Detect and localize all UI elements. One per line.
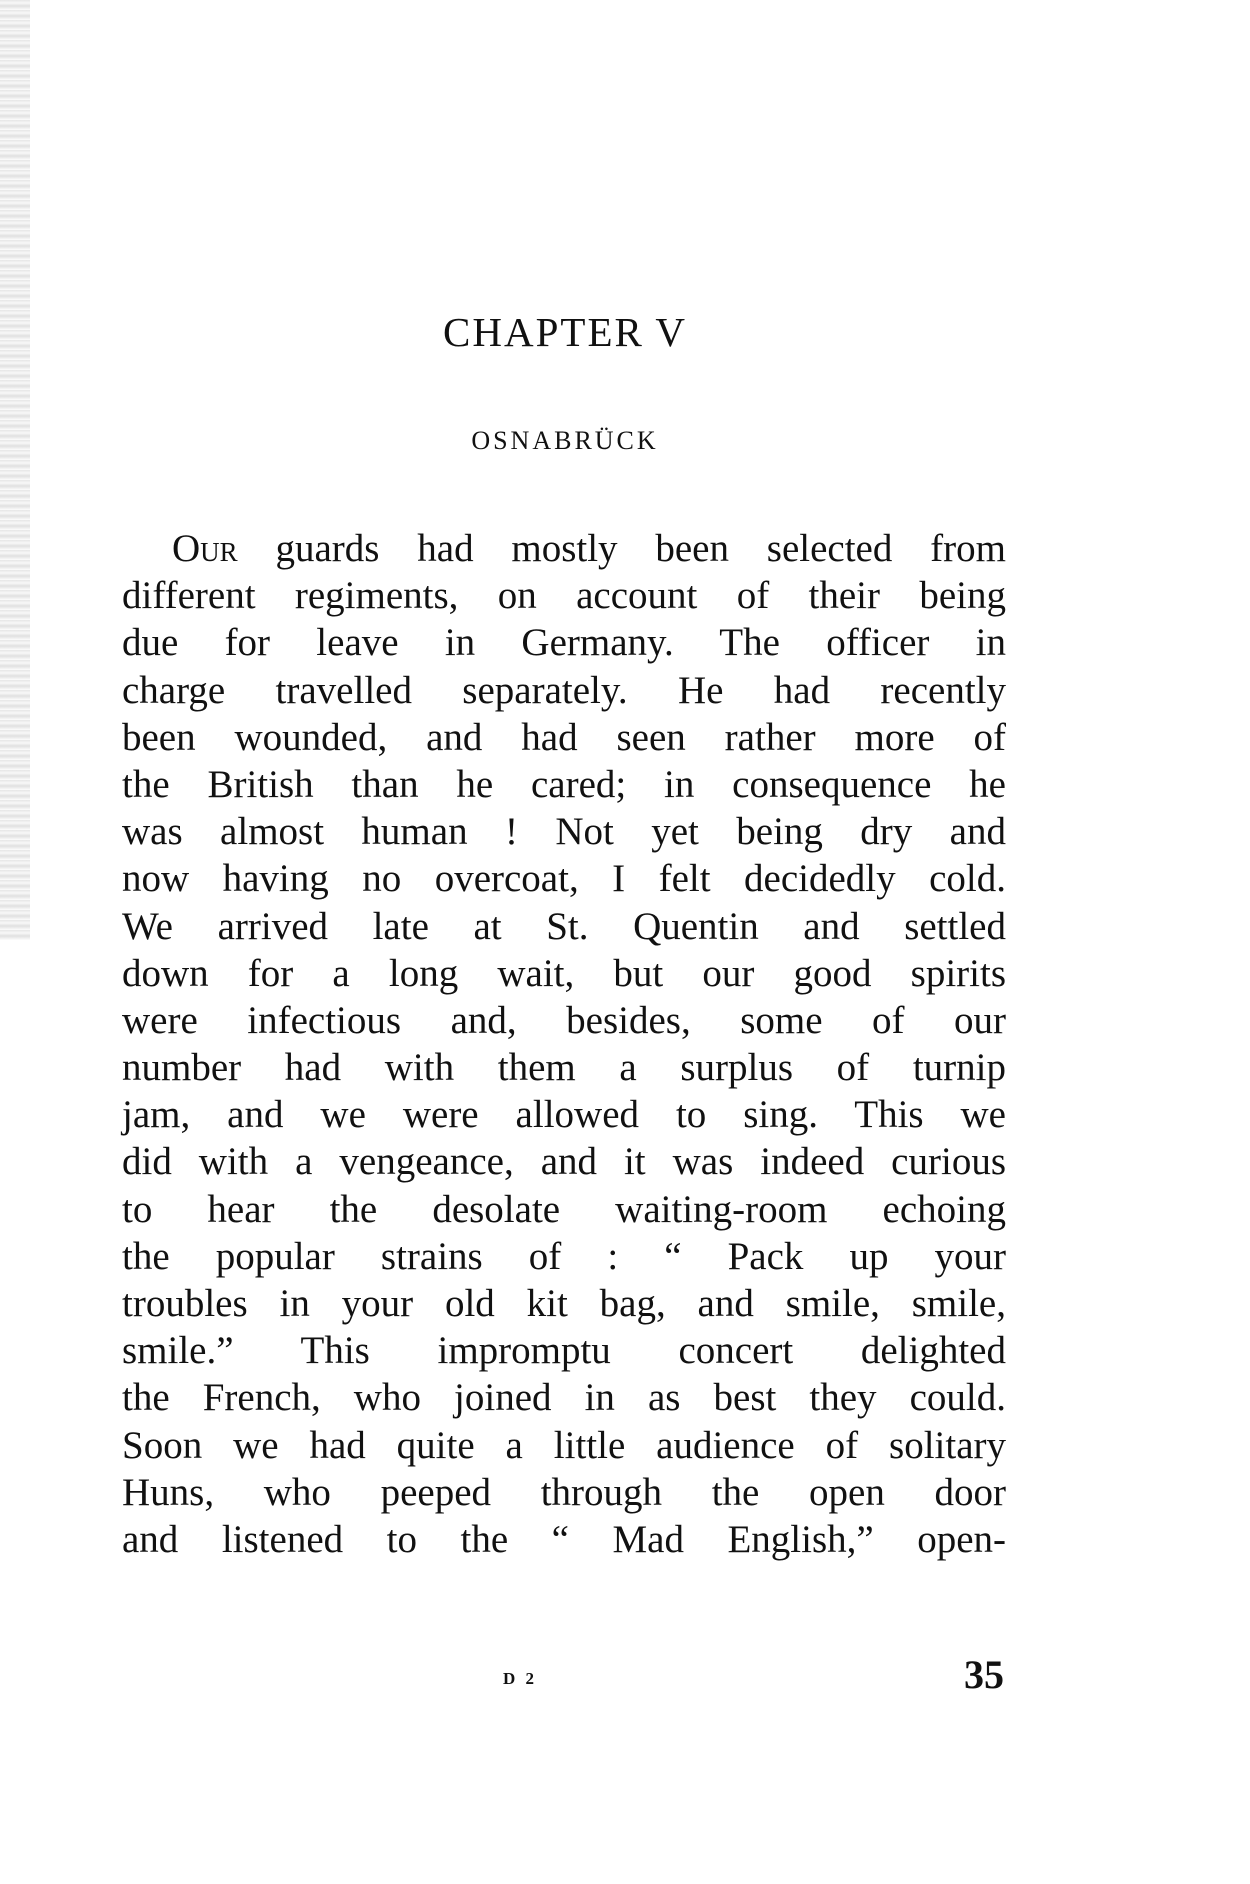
text-line: the French, who joined in as best they could. (122, 1376, 1006, 1420)
text-line: were infectious and, besides, some of our (122, 998, 1006, 1042)
text-line: been wounded, and had seen rather more of (122, 715, 1006, 759)
chapter-heading: CHAPTER V (443, 309, 687, 355)
text-line-content: guards had mostly been selected from (237, 527, 1006, 570)
text-line: charge travelled separately. He had recently (122, 668, 1006, 712)
body-text (122, 525, 1006, 1563)
text-line (122, 525, 1006, 572)
text-line: Soon we had quite a little audience of solitary (122, 1423, 1006, 1467)
text-line: different regiments, on account of their being (122, 574, 1006, 618)
text-line: did with a vengeance, and it was indeed curious (122, 1140, 1006, 1184)
text-line: the British than he cared; in consequence he (122, 762, 1006, 806)
text-line: number had with them a surplus of turnip (122, 1046, 1006, 1090)
text-line: smile.” This impromptu concert delighted (122, 1329, 1006, 1373)
text-line: and listened to the “ Mad English,” open- (122, 1517, 1006, 1561)
text-line: troubles in your old kit bag, and smile, smile, (122, 1282, 1006, 1325)
text-line: down for a long wait, but our good spirits (122, 951, 1006, 995)
text-line: now having no overcoat, I felt decidedly cold. (122, 857, 1006, 901)
text-line: jam, and we were allowed to sing. This we (122, 1093, 1006, 1137)
text-line: the popular strains of : “ Pack up your (122, 1234, 1006, 1278)
text-line: Huns, who peeped through the open door (122, 1470, 1006, 1514)
chapter-title: OSNABRÜCK (471, 426, 659, 455)
text-line: was almost human ! Not yet being dry and (122, 810, 1006, 854)
page-edge-shadow (0, 0, 30, 940)
page-number: 35 (964, 1652, 1004, 1697)
signature-mark: D 2 (502, 1669, 538, 1688)
lead-word: Our (172, 527, 238, 570)
text-line: We arrived late at St. Quentin and settled (122, 904, 1006, 948)
text-line: due for leave in Germany. The officer in (122, 621, 1006, 665)
text-line: to hear the desolate waiting-room echoing (122, 1187, 1006, 1231)
